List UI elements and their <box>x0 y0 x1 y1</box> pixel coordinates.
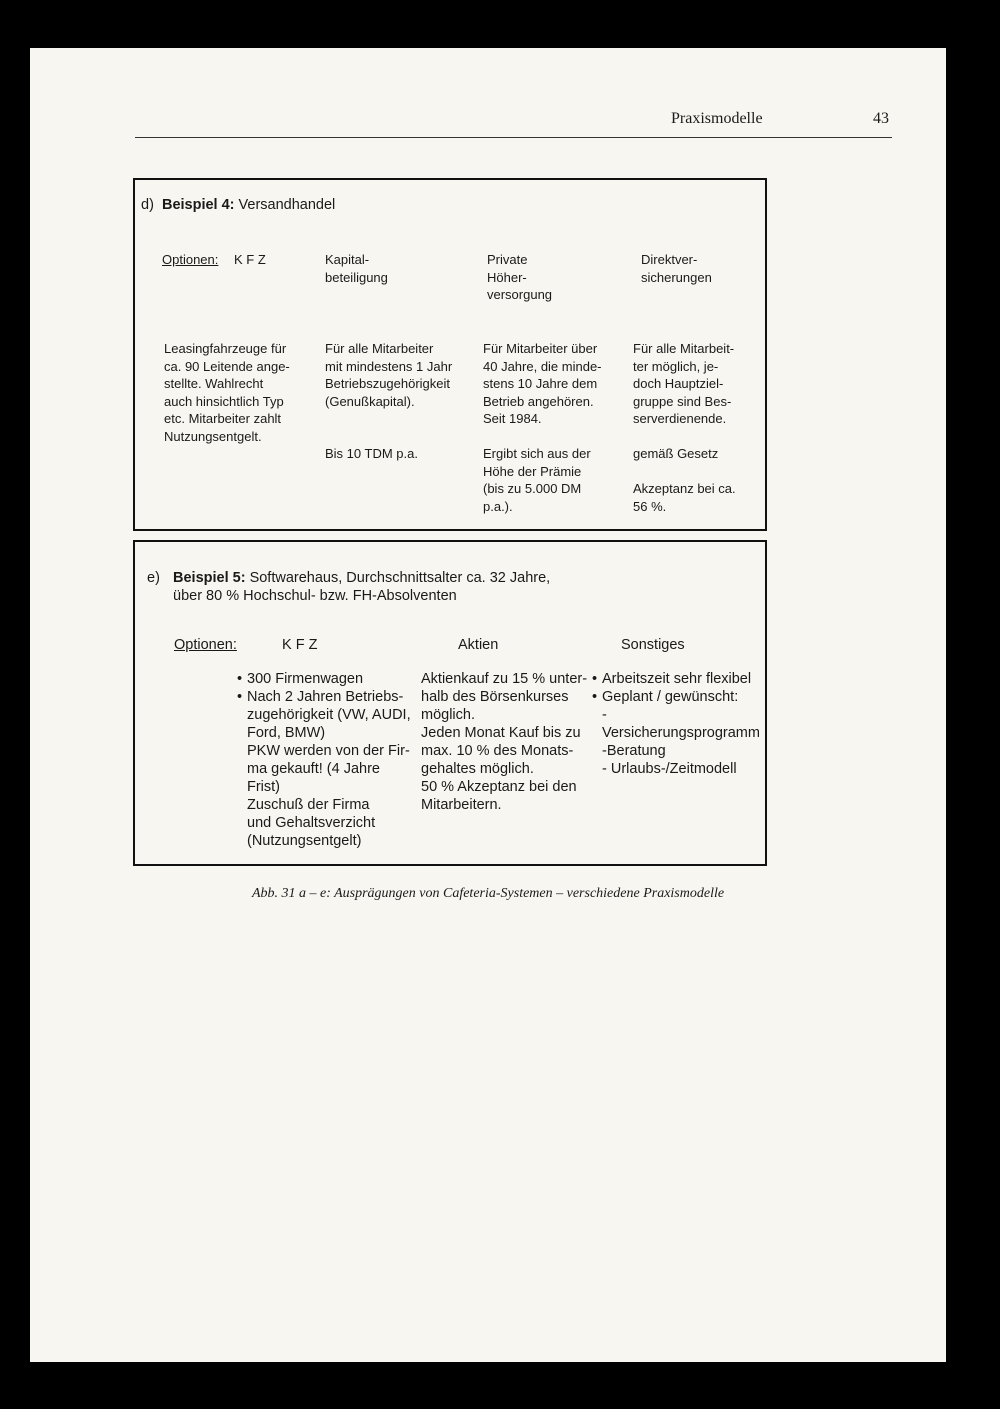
example-e-label: Beispiel 5: <box>173 570 246 586</box>
d-col-direkt-title: Direktver- sicherungen <box>641 252 712 285</box>
example-e-subject-line2: über 80 % Hochschul- bzw. FH-Absolventen <box>173 588 457 604</box>
page-number: 43 <box>873 110 889 127</box>
e-col-sonstiges-title: Sonstiges <box>621 637 685 653</box>
example-e-heading <box>173 569 550 605</box>
example-d-options-label: Optionen: <box>162 252 219 267</box>
example-e-subject-line1: Softwarehaus, Durchschnittsalter ca. 32 Jahre, <box>249 570 551 586</box>
figure-caption: Abb. 31 a – e: Ausprägungen von Cafeteria-Systemen – verschiedene Praxismodelle <box>251 886 725 901</box>
example-d-subject: Versandhandel <box>238 197 336 213</box>
d-col-direkt-body: Für alle Mitarbeit- ter möglich, je- doch Hauptziel- gruppe sind Bes- serverdienende. <box>633 341 735 426</box>
e-col-sonstiges-list <box>592 670 765 778</box>
list-item: • 300 Firmenwagen <box>237 670 411 688</box>
example-e-options-label: Optionen: <box>174 637 237 653</box>
example-d-heading <box>141 196 335 214</box>
list-item: • Nach 2 Jahren Betriebs- zugehörigkeit (VW, AUDI, Ford, BMW) PKW werden von der Fir- ma gekauft! (4 Jahre Frist) Zuschuß der Firma und Gehaltsverzicht (Nutzungsentgelt) <box>237 688 411 850</box>
d-col-kfz-title: K F Z <box>234 252 266 267</box>
d-col-private-title: Private Höher- versorgung <box>487 252 553 302</box>
d-col-kapital-title: Kapital- beteiligung <box>325 252 388 285</box>
e-col-kfz-title: K F Z <box>282 637 318 653</box>
example-d-box <box>133 178 767 531</box>
d-col-kfz-body: Leasingfahrzeuge für ca. 90 Leitende ange- stellte. Wahlrecht auch hinsichtlich Typ etc. Mitarbeiter zahlt Nutzungsentgelt. <box>164 341 290 444</box>
example-e-box <box>133 540 767 866</box>
list-item: • Geplant / gewünscht: - Versicherungsprogramm -Beratung - Urlaubs-/Zeitmodell <box>592 688 765 778</box>
example-d-letter: d) <box>141 197 154 213</box>
d-col-private-body: Für Mitarbeiter über 40 Jahre, die minde- stens 10 Jahre dem Betrieb angehören. Seit 1984. <box>483 341 602 426</box>
d-col-kapital-extra: Bis 10 TDM p.a. <box>325 446 418 461</box>
document-page <box>30 48 946 1362</box>
header-rule <box>135 137 892 138</box>
running-header-title: Praxismodelle <box>671 110 763 127</box>
example-d-label: Beispiel 4: <box>161 197 235 213</box>
d-col-kapital-body: Für alle Mitarbeiter mit mindestens 1 Jahr Betriebszugehörigkeit (Genußkapital). <box>325 341 453 409</box>
d-col-private-extra: Ergibt sich aus der Höhe der Prämie (bis zu 5.000 DM p.a.). <box>483 446 591 514</box>
e-col-kfz-list <box>237 670 411 850</box>
e-col-aktien-title: Aktien <box>458 637 499 653</box>
d-col-direkt-extra: gemäß Gesetz Akzeptanz bei ca. 56 %. <box>633 446 736 514</box>
e-col-aktien-body: Aktienkauf zu 15 % unter- halb des Börsenkurses möglich. Jeden Monat Kauf bis zu max. 10 % des Monats- gehaltes möglich. 50 % Akzeptanz bei den Mitarbeitern. <box>421 671 588 813</box>
list-item: • Arbeitszeit sehr flexibel <box>592 670 765 688</box>
example-e-letter: e) <box>147 570 160 586</box>
